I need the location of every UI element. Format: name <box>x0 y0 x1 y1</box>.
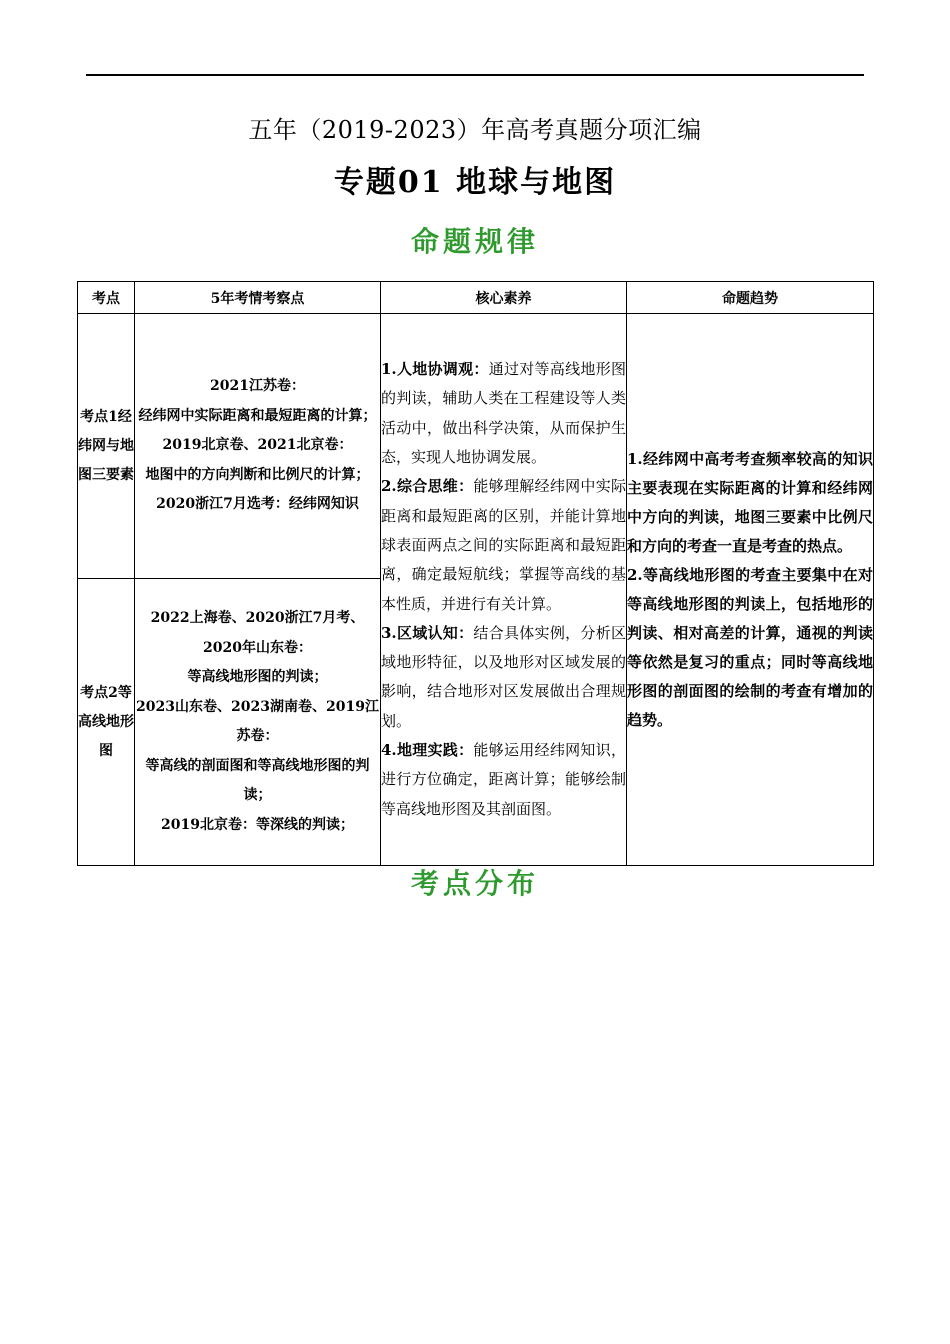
exam-line: 经纬网中实际距离和最短距离的计算； <box>138 407 377 424</box>
exam-cell <box>135 579 381 866</box>
core-item-text: 能够理解经纬网中实际距离和最短距离的区别，并能计算地球表面两点之间的实际距离和最短距离，确定最短航线；掌握等高线的基本性质，并进行有关计算。 <box>381 477 626 613</box>
core-item-label: 3.区域认知： <box>381 623 474 642</box>
col-header-kaodian: 考点 <box>78 282 135 314</box>
exam-line: 2021江苏卷： <box>210 378 305 395</box>
table-row <box>78 314 874 579</box>
exam-line: 2019北京卷、2021北京卷： <box>162 437 353 454</box>
col-header-trend: 命题趋势 <box>627 282 874 314</box>
exam-line: 2022上海卷、2020浙江7月考、2020年山东卷： <box>150 610 365 656</box>
core-item-label: 2.综合思维： <box>381 477 474 496</box>
trend-item: 1.经纬网中高考考查频率较高的知识主要表现在实际距离的计算和经纬网中方向的判读，地图三要素中比例尺和方向的考查一直是考查的热点。 <box>627 449 873 555</box>
exam-cell <box>135 314 381 579</box>
exam-line: 等高线地形图的判读； <box>187 669 328 685</box>
core-item <box>381 736 626 824</box>
document-title: 五年（2019-2023）年高考真题分项汇编 <box>248 116 702 144</box>
exam-line: 2019北京卷：等深线的判读； <box>161 816 354 833</box>
exam-line: 2023山东卷、2023湖南卷、2019江苏卷： <box>136 698 379 744</box>
col-header-exam: 5年考情考察点 <box>135 282 381 314</box>
core-item-text: 能够运用经纬网知识，进行方位确定，距离计算；能够绘制等高线地形图及其剖面图。 <box>381 740 626 818</box>
core-item-label: 1.人地协调观： <box>381 360 489 379</box>
topic-title: 专题01 地球与地图 <box>333 165 617 200</box>
core-item-text: 通过对等高线地形图的判读，辅助人类在工程建设等人类活动中，做出科学决策，从而保护生态，实现人地协调发展。 <box>381 360 626 467</box>
section-heading-distribution: 考点分布 <box>410 867 539 900</box>
core-literacy-cell <box>381 314 627 866</box>
section-heading-rules: 命题规律 <box>410 225 539 258</box>
header-rule <box>86 74 864 76</box>
exam-analysis-table <box>77 281 874 866</box>
trend-item: 2.等高线地形图的考查主要集中在对等高线地形图的判读上，包括地形的判读、相对高差的计算，通视的判读等依然是复习的重点；同时等高线地形图的剖面图的绘制的考查有增加的趋势。 <box>627 565 873 729</box>
exam-line: 2020浙江7月选考：经纬网知识 <box>156 496 359 513</box>
core-item <box>381 472 626 618</box>
table-header-row <box>78 282 874 314</box>
col-header-core: 核心素养 <box>381 282 627 314</box>
core-item <box>381 619 626 736</box>
core-item <box>381 355 626 472</box>
exam-line: 等高线的剖面图和等高线地形图的判读； <box>145 757 370 803</box>
kaodian-cell: 考点2等高线地形图 <box>78 579 135 866</box>
exam-line: 地图中的方向判断和比例尺的计算； <box>145 466 370 483</box>
core-item-label: 4.地理实践： <box>381 740 474 759</box>
kaodian-cell: 考点1经纬网与地图三要素 <box>78 314 135 579</box>
core-item-text: 结合具体实例，分析区域地形特征，以及地形对区域发展的影响，结合地形对区发展做出合理规划。 <box>381 623 626 730</box>
trend-cell <box>627 314 874 866</box>
